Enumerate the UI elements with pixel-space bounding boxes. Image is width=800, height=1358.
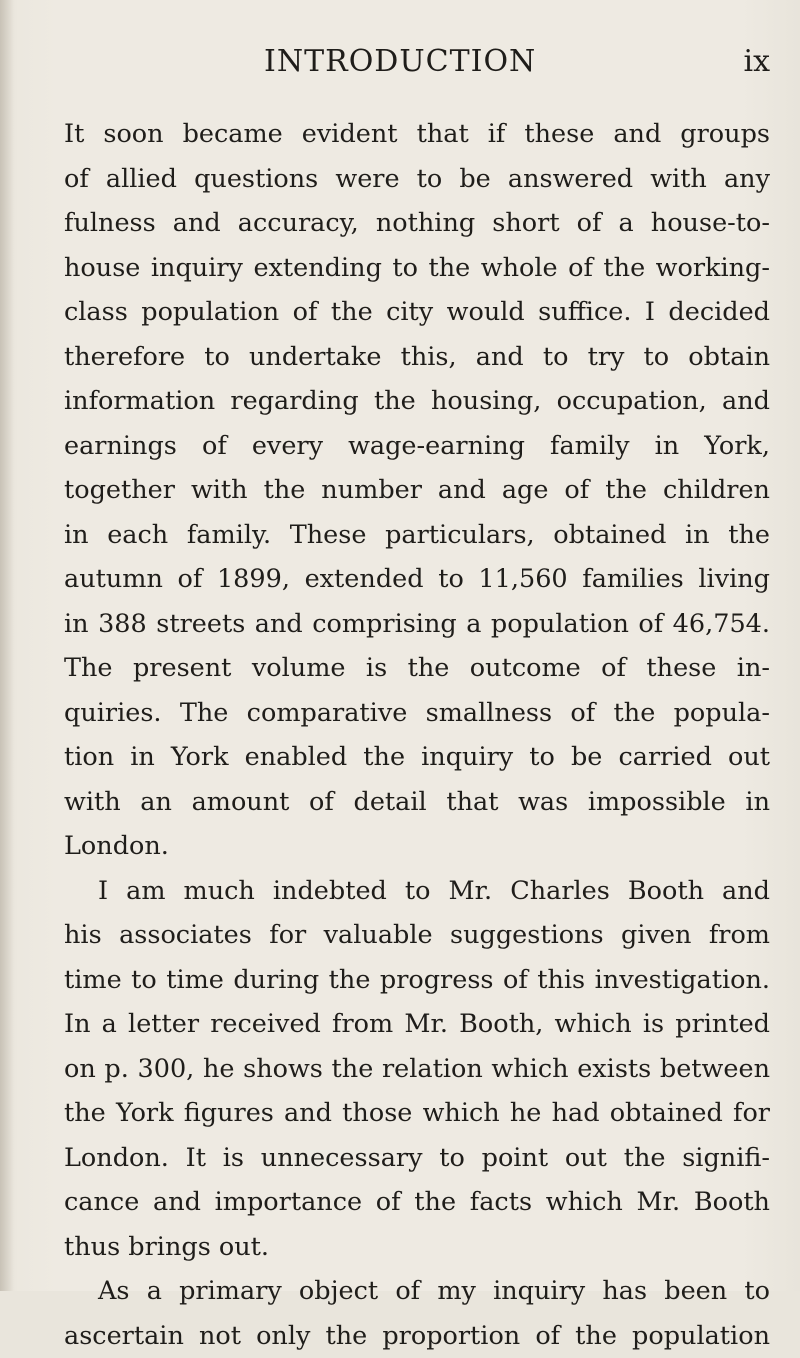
text-line: It soon became evident that if these and groups	[64, 112, 770, 157]
text-line: autumn of 1899, extended to 11,560 families living	[64, 557, 770, 602]
running-head	[64, 44, 770, 88]
text-line: his associates for valuable suggestions given from	[64, 913, 770, 958]
page-number: ix	[743, 44, 770, 79]
body-text	[64, 112, 770, 1358]
text-line: ascertain not only the proportion of the population	[64, 1314, 770, 1358]
text-line: therefore to undertake this, and to try to obtain	[64, 335, 770, 380]
text-line: quiries. The comparative smallness of the popula-	[64, 691, 770, 736]
text-line: house inquiry extending to the whole of the working-	[64, 246, 770, 291]
chapter-title: INTRODUCTION	[264, 44, 536, 79]
text-line: the York figures and those which he had obtained for	[64, 1091, 770, 1136]
text-line: in 388 streets and comprising a population of 46,754.	[64, 602, 770, 647]
text-line: earnings of every wage-earning family in York,	[64, 424, 770, 469]
text-line: fulness and accuracy, nothing short of a house-to-	[64, 201, 770, 246]
text-line: London.	[64, 824, 770, 869]
text-line: together with the number and age of the children	[64, 468, 770, 513]
text-line: in each family. These particulars, obtained in the	[64, 513, 770, 558]
text-line: I am much indebted to Mr. Charles Booth and	[64, 869, 770, 914]
text-line: cance and importance of the facts which Mr. Booth	[64, 1180, 770, 1225]
text-line: As a primary object of my inquiry has been to	[64, 1269, 770, 1314]
text-line: of allied questions were to be answered with any	[64, 157, 770, 202]
page-gutter-shadow	[0, 0, 14, 1291]
text-line: class population of the city would suffice. I decided	[64, 290, 770, 335]
text-line: thus brings out.	[64, 1225, 770, 1270]
text-line: on p. 300, he shows the relation which exists between	[64, 1047, 770, 1092]
text-line: In a letter received from Mr. Booth, which is printed	[64, 1002, 770, 1047]
text-line: The present volume is the outcome of these in-	[64, 646, 770, 691]
text-line: time to time during the progress of this investigation.	[64, 958, 770, 1003]
text-line: tion in York enabled the inquiry to be carried out	[64, 735, 770, 780]
text-line: London. It is unnecessary to point out the signifi-	[64, 1136, 770, 1181]
text-line: information regarding the housing, occupation, and	[64, 379, 770, 424]
text-line: with an amount of detail that was impossible in	[64, 780, 770, 825]
